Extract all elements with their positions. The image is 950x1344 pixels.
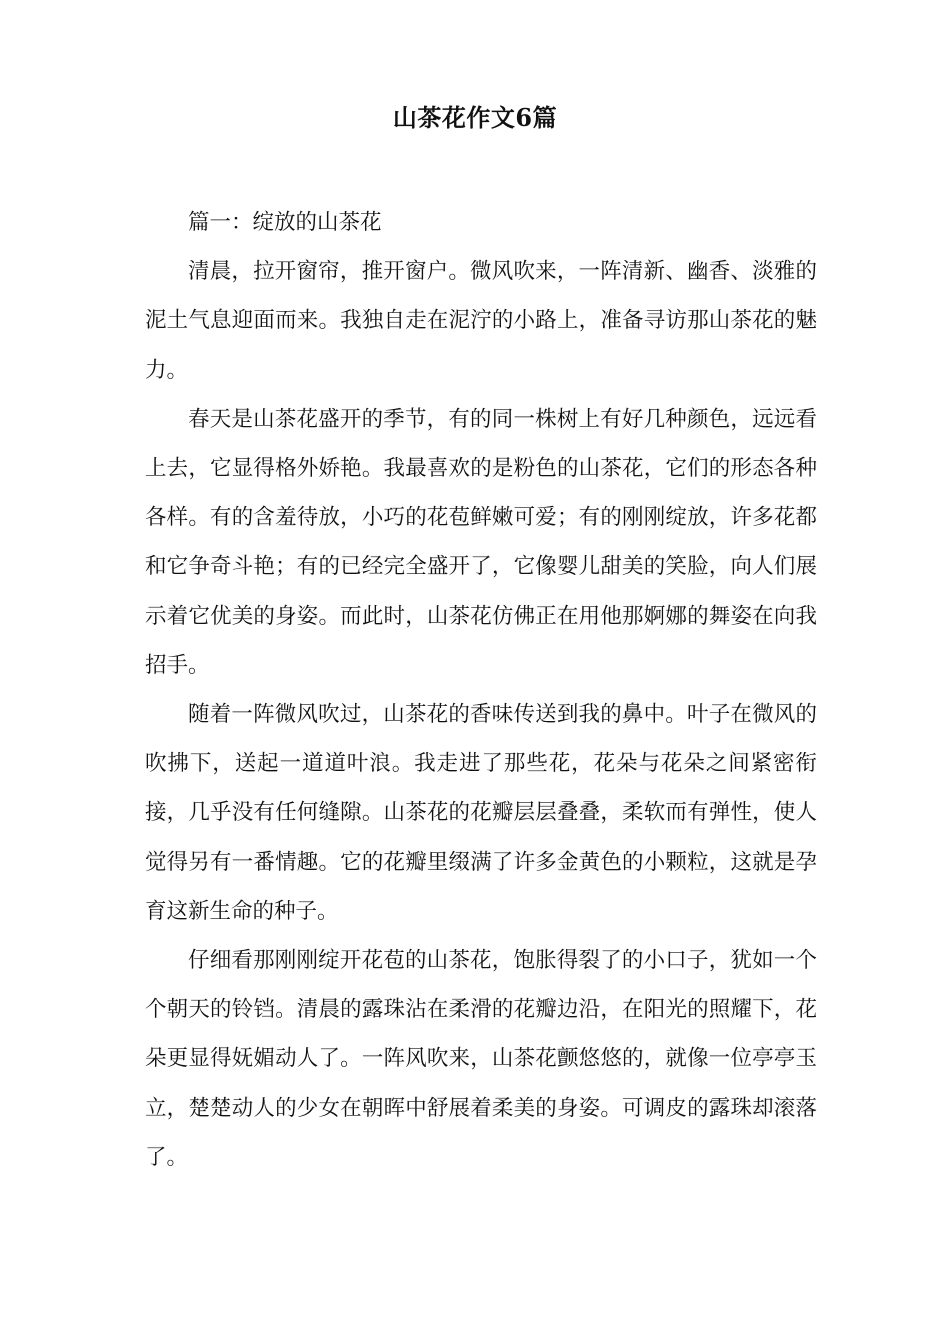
paragraph-1: 清晨，拉开窗帘，推开窗户。微风吹来，一阵清新、幽香、淡雅的泥土气息迎面而来。我独自走在泥泞的小路上，准备寻访那山茶花的魅力。 <box>145 259 817 383</box>
paragraph-3: 随着一阵微风吹过，山茶花的香味传送到我的鼻中。叶子在微风的吹拂下，送起一道道叶浪。我走进了那些花，花朵与花朵之间紧密衔接，几乎没有任何缝隙。山茶花的花瓣层层叠叠，柔软而有弹性，使人觉得另有一番情趣。它的花瓣里缀满了许多金黄色的小颗粒，这就是孕育这新生命的种子。 <box>145 702 817 924</box>
paragraph-4: 仔细看那刚刚绽开花苞的山茶花，饱胀得裂了的小口子，犹如一个个朝天的铃铛。清晨的露珠沾在柔滑的花瓣边沿，在阳光的照耀下，花朵更显得妩媚动人了。一阵风吹来，山茶花颤悠悠的，就像一位亭亭玉立，楚楚动人的少女在朝晖中舒展着柔美的身姿。可调皮的露珠却滚落了。 <box>145 948 817 1170</box>
document-title: 山茶花作文6篇 <box>392 103 558 132</box>
document-body <box>145 198 817 1182</box>
paragraph-2: 春天是山茶花盛开的季节，有的同一株树上有好几种颜色，远远看上去，它显得格外娇艳。我最喜欢的是粉色的山茶花，它们的形态各种各样。有的含羞待放，小巧的花苞鲜嫩可爱；有的刚刚绽放，许多花都和它争奇斗艳；有的已经完全盛开了，它像婴儿甜美的笑脸，向人们展示着它优美的身姿。而此时，山茶花仿佛正在用他那婀娜的舞姿在向我招手。 <box>145 406 817 678</box>
section-heading: 篇一：绽放的山茶花 <box>188 210 382 235</box>
